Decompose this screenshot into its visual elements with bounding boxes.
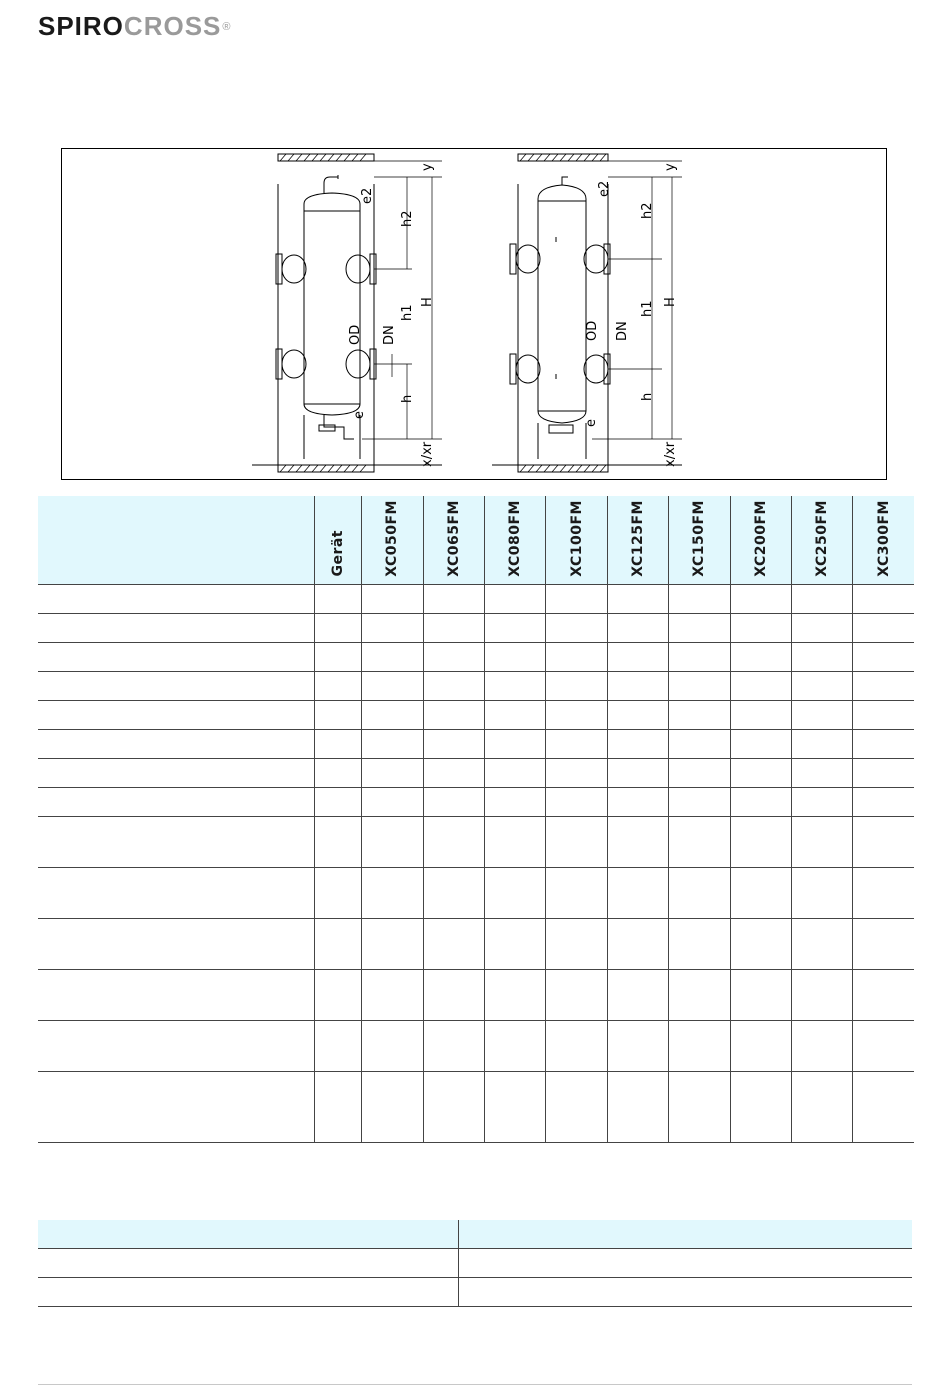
left-label-h1: h1 [400,304,415,321]
spec-table-cell [853,585,914,614]
spec-table-cell [607,730,668,759]
brand-name-part1: SPIRO [38,11,124,41]
spec-table-cell [853,1072,914,1143]
spec-table-cell [546,1021,607,1072]
header-model-text: XC150FM [691,500,708,577]
left-label-e: e [352,411,367,419]
spec-table-cell [669,817,730,868]
spec-table-cell [546,817,607,868]
header-model-text: XC080FM [507,500,524,577]
spec-table-cell [314,643,361,672]
spec-table-cell [546,970,607,1021]
spec-table-cell [38,788,314,817]
spec-table-row [38,1021,914,1072]
secondary-table-row [38,1249,912,1278]
secondary-table-cell [459,1249,913,1278]
spec-table-row [38,759,914,788]
spec-table-cell [423,701,484,730]
spec-table-cell [792,759,853,788]
spec-table-cell [546,701,607,730]
spec-table-cell [792,672,853,701]
spec-table-cell [314,614,361,643]
spec-table-cell [423,614,484,643]
spec-table-cell [607,701,668,730]
brand-logo [38,12,232,40]
spec-table-cell [546,919,607,970]
spec-table-cell [669,585,730,614]
spec-table-cell [792,1021,853,1072]
header-model [423,496,484,585]
spec-table-cell [485,970,546,1021]
spec-table-cell [792,643,853,672]
spec-table-cell [314,1072,361,1143]
left-label-xxr: x/xr [420,441,435,467]
header-model [669,496,730,585]
spec-table-cell [730,919,791,970]
left-label-OD: OD [348,324,363,345]
spec-table-cell [485,585,546,614]
right-label-h: h [640,392,655,401]
spec-table-cell [423,672,484,701]
spec-table-cell [853,970,914,1021]
spec-table-cell [607,1021,668,1072]
spec-table-cell [792,970,853,1021]
right-label-y: y [663,163,678,171]
spec-table-cell [485,701,546,730]
right-label-e2: e2 [597,180,612,197]
spec-table-cell [669,701,730,730]
header-model [485,496,546,585]
spec-table-cell [853,730,914,759]
spec-table-cell [853,701,914,730]
spec-table-cell [485,1072,546,1143]
spec-table-cell [362,970,423,1021]
spec-table-cell [546,643,607,672]
technical-drawing [61,148,887,480]
spec-table-cell [485,730,546,759]
spec-table-cell [792,585,853,614]
spec-table-cell [314,730,361,759]
spec-table-cell [730,730,791,759]
spec-table-cell [314,868,361,919]
header-model [362,496,423,585]
header-model [730,496,791,585]
header-model-text: XC100FM [568,500,585,577]
header-model-text: XC065FM [445,500,462,577]
spec-table-cell [730,585,791,614]
spec-table-cell [314,701,361,730]
spec-table-cell [314,759,361,788]
left-label-y: y [420,163,435,171]
right-label-H: H [663,297,678,307]
spec-table-cell [546,788,607,817]
header-label-cell [38,496,314,585]
spec-table-cell [485,1021,546,1072]
spec-table-cell [38,730,314,759]
spec-table-cell [362,759,423,788]
spec-table-cell [607,1072,668,1143]
left-label-DN: DN [382,325,397,345]
secondary-header-cell [38,1220,459,1249]
spec-table-cell [38,672,314,701]
spec-table-cell [423,1072,484,1143]
spec-table-row [38,788,914,817]
right-label-OD: OD [585,320,600,341]
spec-table-cell [38,585,314,614]
spec-table-row [38,868,914,919]
spec-table-cell [669,759,730,788]
right-label-e: e [584,419,599,427]
header-model-text: XC125FM [630,500,647,577]
spec-table-cell [362,701,423,730]
spec-table-row [38,701,914,730]
secondary-table-cell [38,1278,459,1307]
spec-table-cell [792,701,853,730]
header-model [792,496,853,585]
spec-table-cell [362,919,423,970]
spec-table-cell [485,614,546,643]
spec-table-cell [38,614,314,643]
spec-table-cell [792,788,853,817]
header-model-text: XC200FM [752,500,769,577]
left-label-h: h [400,394,415,403]
header-model-text: XC300FM [875,500,892,577]
spec-table-cell [607,817,668,868]
spec-table-cell [485,672,546,701]
spec-table-cell [669,730,730,759]
secondary-header-cell [459,1220,913,1249]
spec-table-cell [853,1021,914,1072]
spec-table-cell [362,730,423,759]
header-model [607,496,668,585]
spec-table-cell [730,614,791,643]
spec-table-cell [423,730,484,759]
spec-table-cell [546,614,607,643]
right-label-xxr: x/xr [663,441,678,467]
header-model [546,496,607,585]
dimension-drawing [62,149,888,481]
right-label-h2: h2 [640,202,655,219]
spec-table-cell [853,868,914,919]
spec-table-cell [423,759,484,788]
spec-table-cell [730,970,791,1021]
spec-table-cell [669,614,730,643]
spec-table-cell [423,817,484,868]
left-label-h2: h2 [400,210,415,227]
spec-table-cell [853,759,914,788]
spec-table-cell [423,643,484,672]
spec-table-cell [669,643,730,672]
spec-table-cell [730,643,791,672]
spec-table-cell [485,919,546,970]
spec-table-cell [853,817,914,868]
spec-table-cell [730,817,791,868]
spec-table-cell [38,759,314,788]
spec-table-cell [607,585,668,614]
spec-table-cell [730,759,791,788]
spec-table-row [38,817,914,868]
spec-table-cell [314,672,361,701]
spec-table-cell [485,817,546,868]
spec-table-cell [38,1072,314,1143]
spec-table-cell [38,817,314,868]
spec-table-cell [362,585,423,614]
registered-mark: ® [222,21,232,33]
spec-table-cell [607,614,668,643]
spec-table-row [38,643,914,672]
spec-table-cell [314,585,361,614]
spec-table-cell [362,614,423,643]
spec-table-cell [314,970,361,1021]
spec-table-cell [485,788,546,817]
spec-table-cell [669,1072,730,1143]
secondary-table-row [38,1278,912,1307]
spec-table-cell [730,868,791,919]
spec-table-body [38,585,914,1143]
spec-table-cell [38,643,314,672]
spec-table-cell [362,1021,423,1072]
spec-table-row [38,970,914,1021]
footer-divider [38,1384,912,1385]
spec-table-row [38,672,914,701]
spec-table-cell [485,868,546,919]
spec-table-cell [546,759,607,788]
spec-table-cell [362,788,423,817]
spec-table-header-row [38,496,914,585]
spec-table-cell [38,970,314,1021]
header-geraet-text: Gerät [330,530,347,577]
header-model [853,496,914,585]
spec-table-cell [546,585,607,614]
spec-table-cell [423,788,484,817]
spec-table-cell [607,672,668,701]
spec-table-cell [607,868,668,919]
spec-table-cell [423,919,484,970]
spec-table-cell [423,970,484,1021]
spec-table-cell [485,643,546,672]
header-geraet [314,496,361,585]
spec-table-cell [314,817,361,868]
spec-table-cell [669,788,730,817]
spec-table-cell [314,788,361,817]
spec-table-cell [38,1021,314,1072]
secondary-table-header-row [38,1220,912,1249]
spec-table-cell [314,919,361,970]
spec-table-cell [669,868,730,919]
spec-table-cell [38,701,314,730]
right-label-DN: DN [615,321,630,341]
spec-table-cell [669,672,730,701]
left-label-e2: e2 [360,187,375,204]
spec-table-cell [362,817,423,868]
spec-table-cell [730,701,791,730]
spec-table-cell [792,817,853,868]
left-label-H: H [420,297,435,307]
spec-table-row [38,919,914,970]
spec-table-cell [853,788,914,817]
brand-name-part2: CROSS [123,11,222,41]
spec-table-cell [423,1021,484,1072]
spec-table-cell [546,672,607,701]
spec-table-cell [607,919,668,970]
spec-table-cell [792,868,853,919]
spec-table-row [38,1072,914,1143]
secondary-table [38,1220,912,1307]
spec-table-row [38,730,914,759]
spec-table-cell [546,730,607,759]
spec-table-cell [792,614,853,643]
spec-table-cell [362,1072,423,1143]
spec-table-cell [607,759,668,788]
spec-table-cell [792,919,853,970]
header-model-text: XC050FM [384,500,401,577]
spec-table-cell [792,730,853,759]
spec-table-cell [607,643,668,672]
spec-table-cell [607,788,668,817]
spec-table-cell [853,672,914,701]
spec-table-cell [730,1072,791,1143]
spec-table-cell [669,1021,730,1072]
spec-table-cell [853,919,914,970]
specification-table [38,496,914,1143]
spec-table-cell [853,614,914,643]
spec-table-cell [362,672,423,701]
spec-table-cell [362,868,423,919]
secondary-table-cell [38,1249,459,1278]
secondary-table-cell [459,1278,913,1307]
spec-table-cell [853,643,914,672]
spec-table-cell [607,970,668,1021]
spec-table-cell [38,919,314,970]
right-label-h1: h1 [640,300,655,317]
spec-table-cell [730,788,791,817]
spec-table-cell [730,1021,791,1072]
spec-table-row [38,585,914,614]
spec-table-cell [669,970,730,1021]
spec-table-cell [792,1072,853,1143]
spec-table-cell [730,672,791,701]
spec-table-cell [546,1072,607,1143]
spec-table-cell [485,759,546,788]
spec-table-cell [669,919,730,970]
spec-table-cell [362,643,423,672]
spec-table-row [38,614,914,643]
spec-table-cell [423,868,484,919]
header-model-text: XC250FM [814,500,831,577]
spec-table-cell [38,868,314,919]
spec-table-cell [314,1021,361,1072]
spec-table-cell [546,868,607,919]
spec-table-cell [423,585,484,614]
